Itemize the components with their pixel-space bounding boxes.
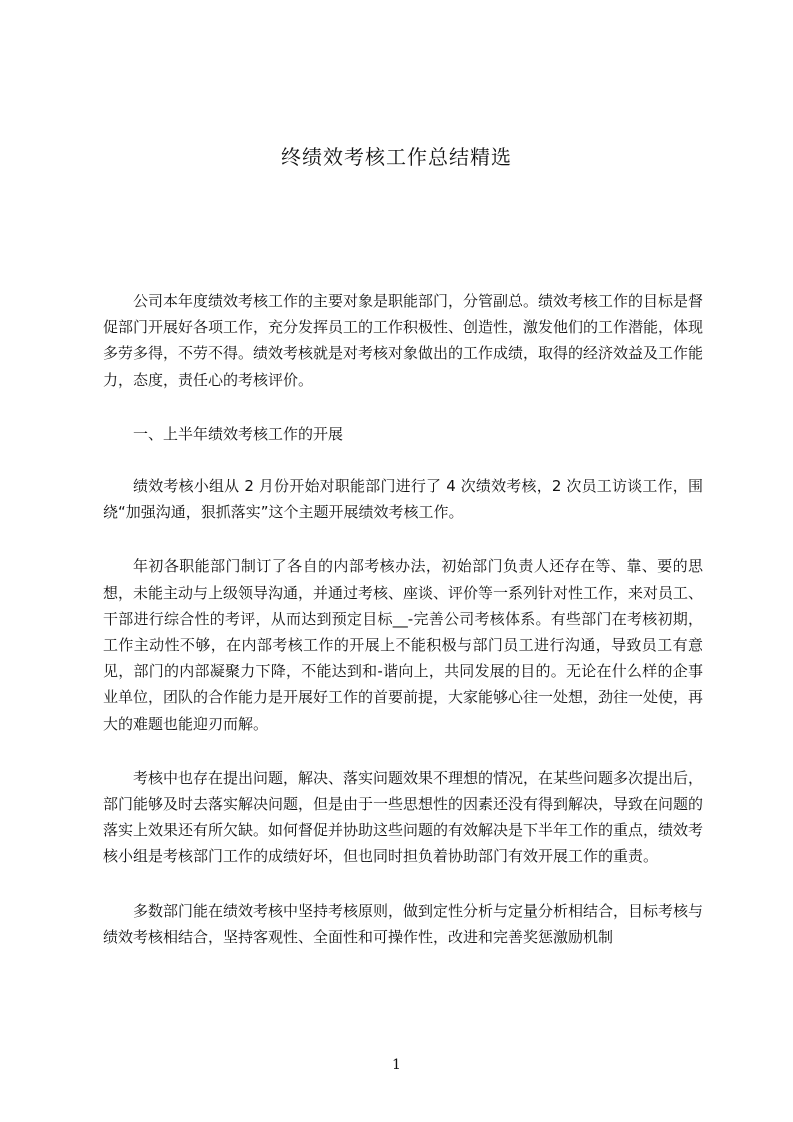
section-heading: 一、上半年绩效考核工作的开展 bbox=[133, 424, 344, 443]
body-paragraph: 多数部门能在绩效考核中坚持考核原则，做到定性分析与定量分析相结合，目标考核与绩效考核相结合，坚持客观性、全面性和可操作性，改进和完善奖惩激励机制 bbox=[103, 901, 704, 946]
body-paragraph: 考核中也存在提出问题，解决、落实问题效果不理想的情况，在某些问题多次提出后，部门能够及时去落实解决问题，但是由于一些思想性的因素还没有得到解决，导致在问题的落实上效果还有所欠缺。如何督促并协助这些问题的有效解决是下半年工作的重点，绩效考核小组是考核部门工作的成绩好坏，但也同时担负着协助部门有效开展工作的重责。 bbox=[103, 768, 704, 866]
intro-paragraph: 公司本年度绩效考核工作的主要对象是职能部门，分管副总。绩效考核工作的目标是督促部门开展好各项工作，充分发挥员工的工作积极性、创造性，激发他们的工作潜能，体现多劳多得，不劳不得。绩效考核就是对考核对象做出的工作成绩，取得的经济效益及工作能力，态度，责任心的考核评价。 bbox=[103, 292, 704, 389]
document-title: 终绩效考核工作总结精选 bbox=[281, 145, 512, 169]
body-paragraph: 绩效考核小组从 2 月份开始对职能部门进行了 4 次绩效考核，2 次员工访谈工作，围绕“加强沟通，狠抓落实”这个主题开展绩效考核工作。 bbox=[103, 477, 703, 522]
page-number: 1 bbox=[392, 1057, 401, 1073]
body-paragraph: 年初各职能部门制订了各自的内部考核办法，初始部门负责人还存在等、靠、要的思想，未能主动与上级领导沟通，并通过考核、座谈、评价等一系列针对性工作，来对员工、干部进行综合性的考评，从而达到预定目标__-完善公司考核体系。有些部门在考核初期，工作主动性不够，在内部考核工作的开展上不能积极与部门员工进行沟通，导致员工有意见，部门的内部凝聚力下降，不能达到和-谐向上，共同发展的目的。无论在什么样的企事业单位，团队的合作能力是开展好工作的首要前提，大家能够心往一处想，劲往一处使，再大的难题也能迎刃而解。 bbox=[103, 557, 704, 733]
document-body bbox=[103, 288, 703, 978]
